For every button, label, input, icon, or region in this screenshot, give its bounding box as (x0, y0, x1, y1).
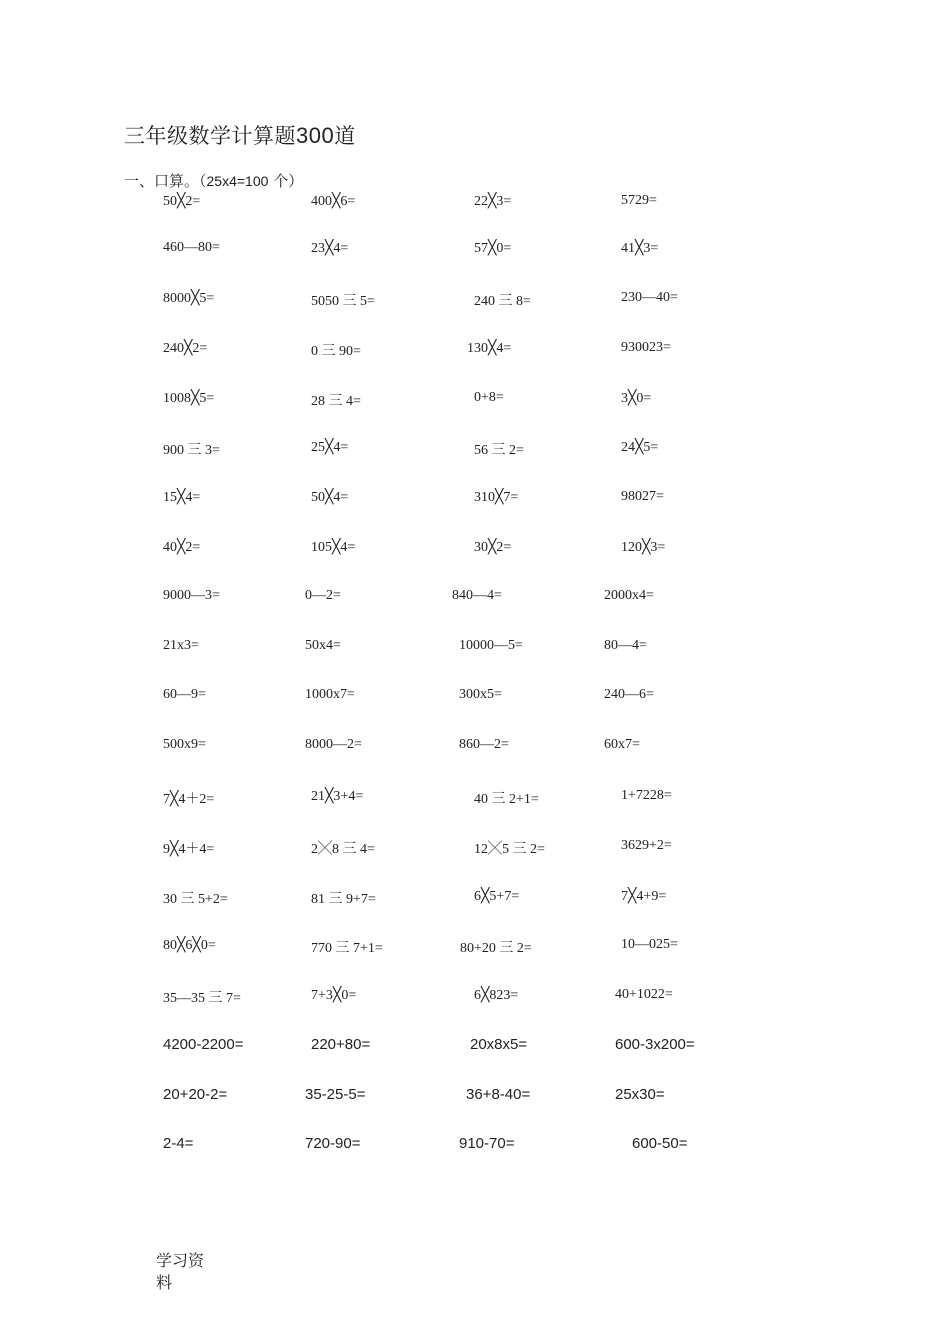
problem-item: 105╳4= (311, 540, 356, 555)
problem-item: 21╳3+4= (311, 789, 364, 804)
problem-item: 2000x4= (604, 588, 654, 603)
problem-item: 900 三 3= (163, 443, 220, 458)
problem-item: 460—80= (163, 240, 220, 255)
problem-item: 5729= (621, 193, 657, 208)
problem-item: 910-70= (459, 1135, 515, 1152)
problem-item: 30╳2= (474, 540, 512, 555)
problem-item: 3╳0= (621, 391, 652, 406)
problem-item: 120╳3= (621, 540, 666, 555)
problem-item: 9╳4＋4= (163, 842, 215, 857)
problem-item: 300x5= (459, 687, 502, 702)
problem-item: 50x4= (305, 638, 341, 653)
problem-item: 40+1022= (615, 987, 673, 1002)
problem-item: 10—025= (621, 937, 678, 952)
problem-item: 4200-2200= (163, 1036, 244, 1053)
problem-item: 6╳5+7= (474, 889, 520, 904)
problem-item: 7╳4+9= (621, 889, 667, 904)
problem-item: 40╳2= (163, 540, 201, 555)
title-main: 三年级数学计算题 (124, 124, 296, 148)
problem-item: 81 三 9+7= (311, 892, 376, 907)
problem-item: 12╳5 三 2= (474, 842, 545, 857)
problem-item: 10000—5= (459, 638, 523, 653)
problem-item: 40 三 2+1= (474, 792, 539, 807)
section-rule: 25x4=100 (206, 173, 269, 189)
problem-item: 220+80= (311, 1036, 371, 1053)
problem-item: 240—6= (604, 687, 654, 702)
problem-item: 98027= (621, 489, 664, 504)
problem-item: 8000╳5= (163, 291, 215, 306)
problem-item: 230—40= (621, 290, 678, 305)
problem-item: 60x7= (604, 737, 640, 752)
problem-item: 57╳0= (474, 241, 512, 256)
title-suffix: 道 (334, 124, 356, 148)
problem-item: 28 三 4= (311, 394, 361, 409)
problem-item: 3629+2= (621, 838, 672, 853)
problem-item: 80—4= (604, 638, 647, 653)
problem-item: 720-90= (305, 1135, 361, 1152)
problem-item: 50╳4= (311, 490, 349, 505)
problem-item: 860—2= (459, 737, 509, 752)
problem-item: 1008╳5= (163, 391, 215, 406)
page-title (124, 120, 356, 150)
problem-item: 930023= (621, 340, 671, 355)
problem-item: 24╳5= (621, 440, 659, 455)
problem-item: 25x30= (615, 1086, 665, 1103)
problem-item: 0—2= (305, 588, 341, 603)
problem-item: 25╳4= (311, 440, 349, 455)
problem-item: 30 三 5+2= (163, 892, 228, 907)
problem-item: 770 三 7+1= (311, 941, 383, 956)
section-heading (124, 170, 303, 191)
problem-item: 36+8-40= (466, 1086, 531, 1103)
problem-item: 600-3x200= (615, 1036, 695, 1053)
problem-item: 7+3╳0= (311, 988, 357, 1003)
problem-item: 0+8= (474, 390, 504, 405)
problem-item: 22╳3= (474, 194, 512, 209)
title-number: 300 (296, 123, 335, 148)
problem-item: 35—35 三 7= (163, 991, 241, 1006)
problem-item: 23╳4= (311, 241, 349, 256)
problem-item: 7╳4＋2= (163, 792, 215, 807)
problem-item: 9000—3= (163, 588, 220, 603)
problem-item: 6╳823= (474, 988, 519, 1003)
section-suffix: 个） (268, 172, 304, 190)
problem-item: 130╳4= (467, 341, 512, 356)
problem-item: 400╳6= (311, 194, 356, 209)
problem-item: 840—4= (452, 588, 502, 603)
problem-item: 2╳8 三 4= (311, 842, 375, 857)
problem-item: 15╳4= (163, 490, 201, 505)
problem-item: 500x9= (163, 737, 206, 752)
problem-item: 310╳7= (474, 490, 519, 505)
problem-item: 20+20-2= (163, 1086, 228, 1103)
problem-item: 80+20 三 2= (460, 941, 532, 956)
problem-item: 5050 三 5= (311, 294, 375, 309)
problem-item: 41╳3= (621, 241, 659, 256)
problem-item: 1+7228= (621, 788, 672, 803)
problem-item: 240╳2= (163, 341, 208, 356)
problem-item: 21x3= (163, 638, 199, 653)
problem-item: 8000—2= (305, 737, 362, 752)
problem-item: 50╳2= (163, 194, 201, 209)
footer-note: 学习资料 (156, 1251, 205, 1292)
problem-item: 240 三 8= (474, 294, 531, 309)
section-prefix: 一、口算。（ (124, 172, 207, 190)
problem-item: 600-50= (632, 1135, 688, 1152)
problem-item: 0 三 90= (311, 344, 361, 359)
problem-item: 35-25-5= (305, 1086, 366, 1103)
problem-item: 80╳6╳0= (163, 938, 216, 953)
problem-item: 1000x7= (305, 687, 355, 702)
problem-item: 56 三 2= (474, 443, 524, 458)
problem-item: 20x8x5= (470, 1036, 528, 1053)
problem-item: 60—9= (163, 687, 206, 702)
problem-item: 2-4= (163, 1135, 194, 1152)
